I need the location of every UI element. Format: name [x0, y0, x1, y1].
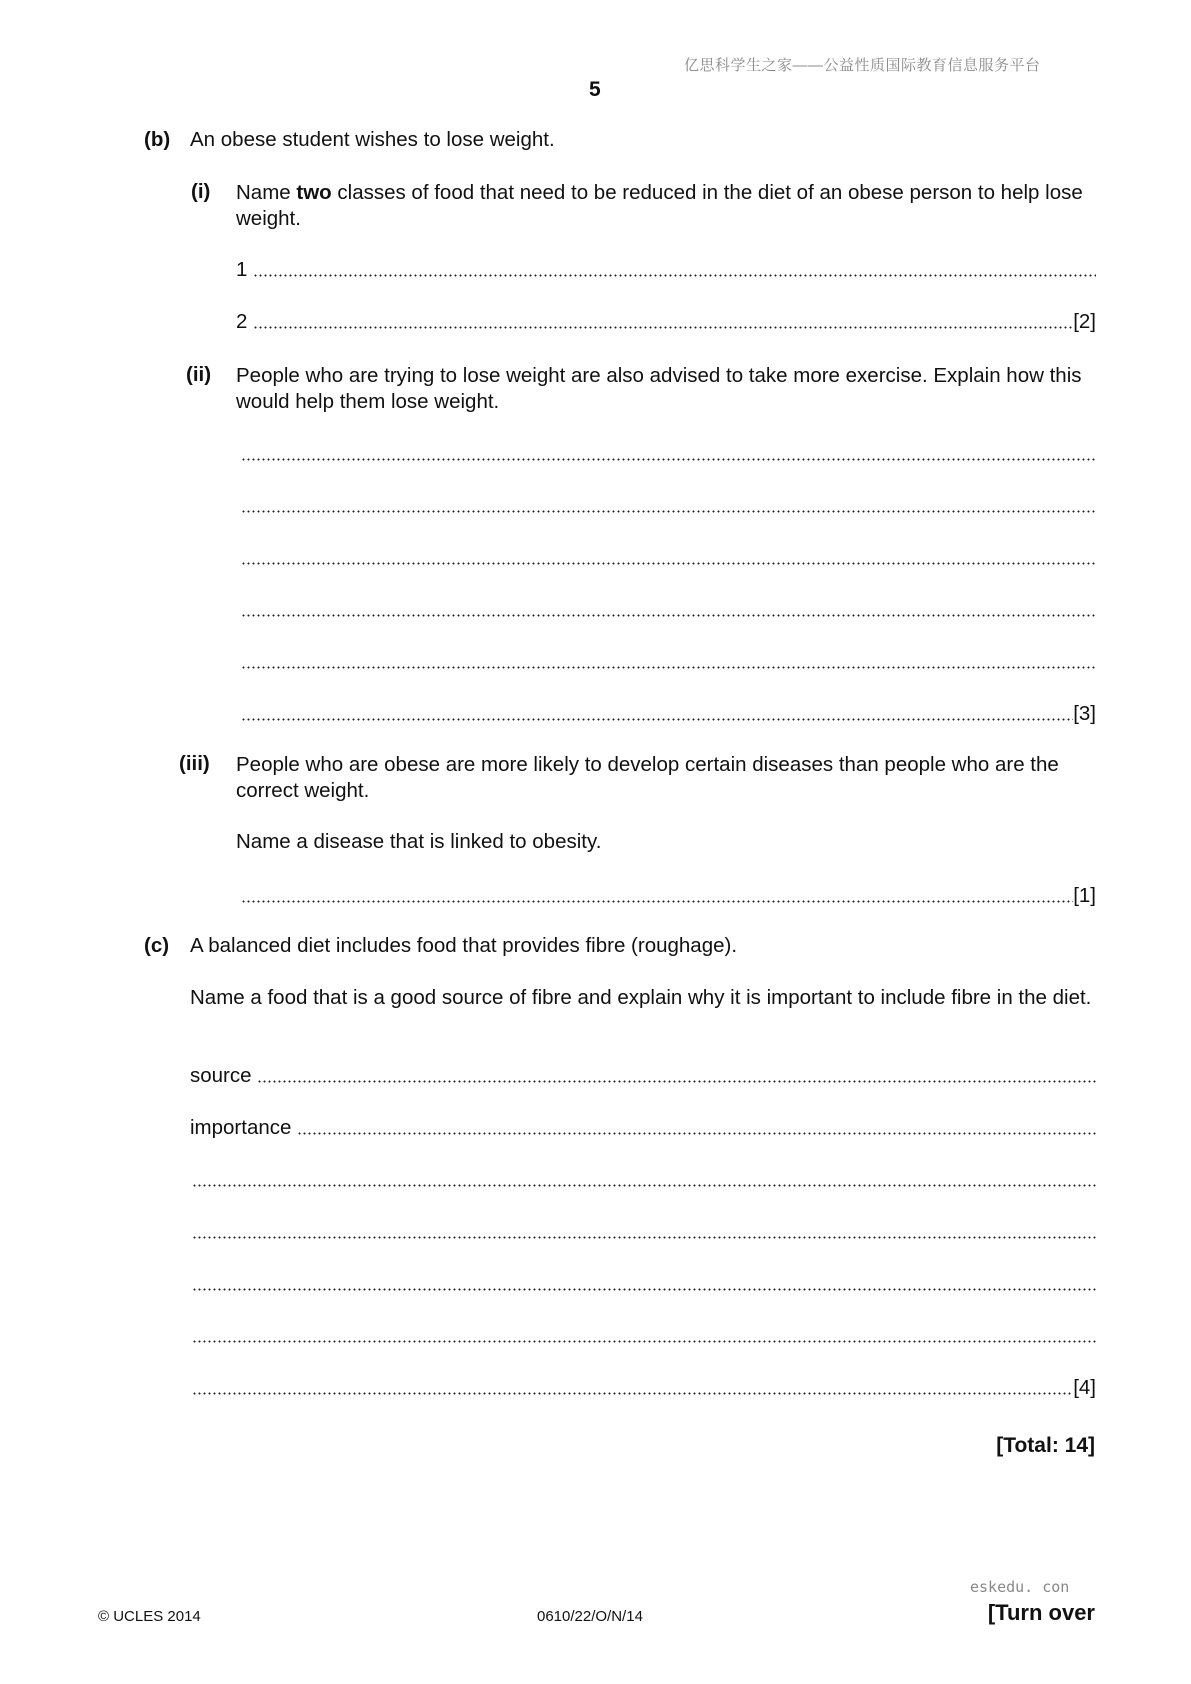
answer-line-b-i-2[interactable]	[236, 310, 1096, 334]
part-b-i-text-before: Name	[236, 181, 297, 204]
answer-line-b-ii-1[interactable]	[241, 442, 1096, 466]
source-label: source	[190, 1064, 258, 1087]
answer-line-c-5[interactable]	[192, 1376, 1096, 1400]
marks-b-iii: [1]	[1073, 884, 1096, 907]
dotted-line	[192, 1288, 1096, 1291]
dotted-line	[241, 458, 1096, 461]
dotted-line	[241, 510, 1096, 513]
part-b-text: An obese student wishes to lose weight.	[190, 128, 555, 151]
answer-line-c-2[interactable]	[192, 1220, 1096, 1244]
part-b-i-text-after: classes of food that need to be reduced in the diet of an obese person to help lose weight.	[236, 181, 1083, 230]
dotted-line	[241, 666, 1096, 669]
answer-line-number: 1	[236, 258, 254, 281]
part-b-ii-label: (ii)	[186, 363, 212, 386]
part-b-iii-text: People who are obese are more likely to develop certain diseases than people who are the correct weight.	[236, 753, 1059, 802]
dotted-line	[241, 562, 1096, 565]
dotted-line	[192, 1184, 1096, 1187]
answer-line-c-3[interactable]	[192, 1272, 1096, 1296]
part-b-i-question	[236, 180, 1096, 232]
importance-label: importance	[190, 1116, 298, 1139]
dotted-line	[297, 1132, 1096, 1135]
total-marks: [Total: 14]	[996, 1434, 1095, 1457]
part-c-text2: Name a food that is a good source of fibre and explain why it is important to include fibre in the diet.	[190, 986, 1092, 1009]
page-number: 5	[589, 78, 601, 101]
part-b-label: (b)	[144, 128, 171, 151]
dotted-line	[241, 614, 1096, 617]
answer-line-c-importance[interactable]	[190, 1116, 1096, 1140]
part-b-i-text-bold: two	[296, 181, 332, 204]
part-b-i-label: (i)	[191, 180, 211, 203]
dotted-line	[192, 1236, 1096, 1239]
dotted-line	[253, 274, 1096, 277]
answer-line-b-i-1[interactable]	[236, 258, 1096, 282]
part-c-label: (c)	[144, 934, 170, 957]
answer-line-b-ii-5[interactable]	[241, 650, 1096, 674]
footer-copyright: © UCLES 2014	[98, 1608, 201, 1625]
answer-line-c-1[interactable]	[192, 1168, 1096, 1192]
dotted-line	[192, 1340, 1096, 1343]
marks-c: [4]	[1073, 1376, 1096, 1399]
marks-b-ii: [3]	[1073, 702, 1096, 725]
answer-line-b-ii-4[interactable]	[241, 598, 1096, 622]
marks-b-i: [2]	[1073, 310, 1096, 333]
footer-site-watermark: eskedu. con	[970, 1578, 1070, 1596]
answer-line-b-ii-3[interactable]	[241, 546, 1096, 570]
dotted-line	[241, 900, 1073, 903]
answer-line-c-source[interactable]	[190, 1064, 1096, 1088]
answer-line-c-4[interactable]	[192, 1324, 1096, 1348]
part-b-iii-text2: Name a disease that is linked to obesity.	[236, 830, 602, 853]
header-watermark: 亿思科学生之家——公益性质国际教育信息服务平台	[684, 57, 1041, 74]
part-b-ii-text: People who are trying to lose weight are also advised to take more exercise. Explain how this would help them lose weight.	[236, 364, 1082, 413]
dotted-line	[253, 326, 1073, 329]
dotted-line	[257, 1080, 1096, 1083]
dotted-line	[192, 1392, 1073, 1395]
answer-line-b-ii-2[interactable]	[241, 494, 1096, 518]
footer-paper-code: 0610/22/O/N/14	[537, 1608, 643, 1625]
answer-line-number: 2	[236, 310, 254, 333]
part-c-text: A balanced diet includes food that provides fibre (roughage).	[190, 934, 738, 957]
dotted-line	[241, 718, 1073, 721]
answer-line-b-iii[interactable]	[241, 884, 1096, 908]
answer-line-b-ii-6[interactable]	[241, 702, 1096, 726]
turn-over: [Turn over	[987, 1600, 1095, 1625]
part-b-iii-label: (iii)	[179, 752, 210, 775]
